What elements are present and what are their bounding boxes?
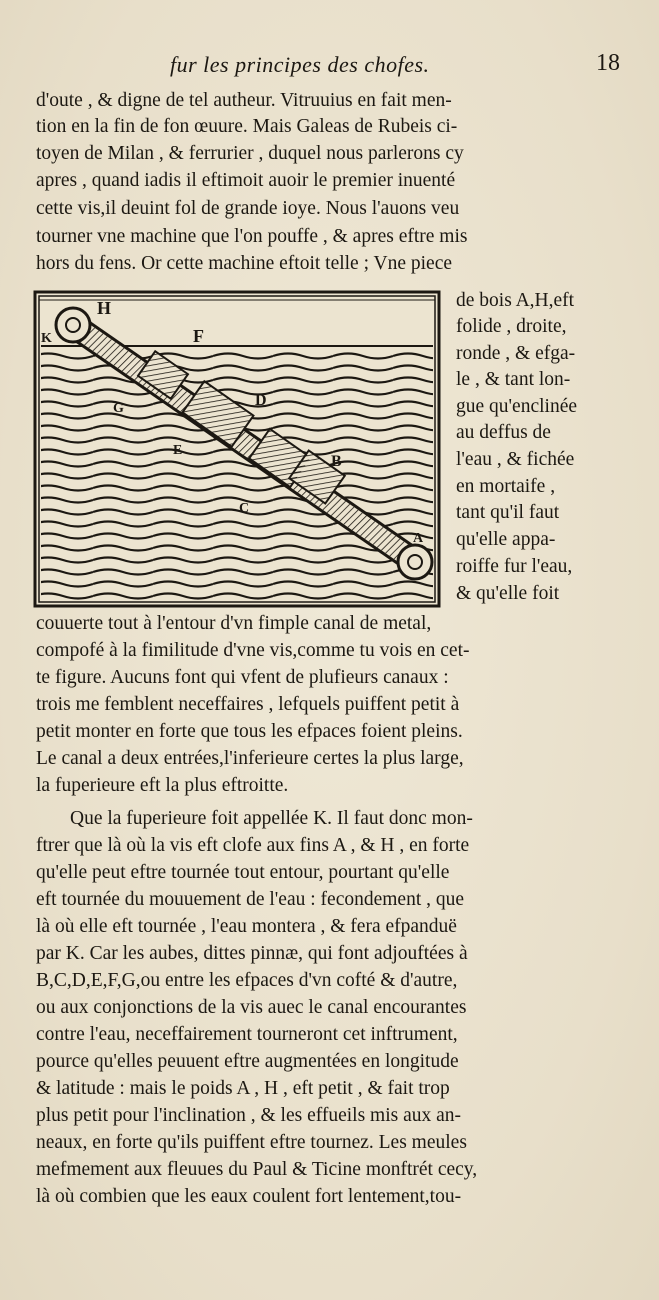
text-line: tourner vne machine que l'on pouffe , & apres eftre mis	[36, 226, 468, 247]
text-line: contre l'eau, neceffairement tourneront cet inftrument,	[36, 1024, 458, 1045]
label-a: A	[413, 531, 424, 546]
label-h: H	[97, 298, 112, 318]
text-line: ronde , & efga-	[456, 343, 576, 364]
text-line: apres , quand iadis il eftimoit auoir le premier inuenté	[36, 170, 456, 191]
page-number: 18	[596, 50, 620, 76]
text-line: eft tournée du mouuement de l'eau : fecondement , que	[36, 889, 465, 910]
text-line: neaux, en forte qu'ils puiffent eftre tournez. Les meules	[36, 1132, 467, 1153]
text-line: mefmement aux fleuues du Paul & Ticine monftrét cecy,	[36, 1159, 478, 1180]
text-line: tant qu'il faut	[456, 502, 560, 523]
text-line: & qu'elle foit	[456, 583, 560, 604]
text-line: la fuperieure eft la plus eftroitte.	[36, 775, 289, 796]
text-line: pource qu'elles peuuent eftre augmentées en longitude	[36, 1051, 459, 1072]
text-line: d'oute , & digne de tel autheur. Vitruuius en fait men-	[36, 90, 452, 111]
text-line: en mortaife ,	[456, 476, 556, 497]
text-line: couuerte tout à l'entour d'vn fimple canal de metal,	[36, 613, 432, 634]
text-line: là où combien que les eaux coulent fort lentement,tou-	[36, 1186, 462, 1207]
text-line: trois me femblent neceffaires , lefquels puiffent petit à	[36, 694, 460, 715]
text-line: folide , droite,	[456, 316, 567, 337]
text-line: compofé à la fimilitude d'vne vis,comme tu vois en cet-	[36, 640, 470, 661]
label-g: G	[113, 401, 124, 416]
text-line: Le canal a deux entrées,l'inferieure certes la plus large,	[36, 748, 464, 769]
label-e: E	[173, 443, 183, 458]
text-line: là où elle eft tournée , l'eau montera , & fera efpanduë	[36, 916, 457, 937]
text-line: ou aux conjonctions de la vis auec le canal encourantes	[36, 997, 467, 1018]
text-line: cette vis,il deuint fol de grande ioye. Nous l'auons veu	[36, 198, 460, 219]
text-line: hors du fens. Or cette machine eftoit telle ; Vne piece	[36, 253, 453, 274]
text-line: petit monter en forte que tous les efpaces foient pleins.	[36, 721, 463, 742]
text-line: tion en la fin de fon œuure. Mais Galeas de Rubeis ci-	[36, 116, 458, 137]
text-line: te figure. Aucuns font qui vfent de plufieurs canaux :	[36, 667, 449, 688]
text-line: & latitude : mais le poids A , H , eft petit , & fait trop	[36, 1078, 450, 1099]
label-b: B	[331, 453, 342, 470]
text-line: qu'elle appa-	[456, 529, 556, 550]
label-k: K	[41, 331, 52, 346]
text-line: par K. Car les aubes, dittes pinnæ, qui font adjouftées à	[36, 943, 468, 964]
label-d: D	[255, 392, 267, 409]
label-c: C	[239, 501, 250, 516]
running-title: fur les principes des chofes.	[170, 52, 430, 77]
text-line: plus petit pour l'inclination , & les effueils mis aux an-	[36, 1105, 462, 1126]
text-line: l'eau , & fichée	[456, 449, 575, 470]
text-line: roiffe fur l'eau,	[456, 556, 573, 577]
text-line: Que la fuperieure foit appellée K. Il faut donc mon-	[70, 808, 473, 829]
text-line: de bois A,H,eft	[456, 290, 575, 311]
text-line: gue qu'enclinée	[456, 396, 577, 417]
text-line: toyen de Milan , & ferrurier , duquel nous parlerons cy	[36, 143, 464, 164]
label-f: F	[193, 326, 204, 346]
text-line: qu'elle peut eftre tournée tout entour, pourtant qu'elle	[36, 862, 450, 883]
woodcut-illustration	[33, 290, 443, 610]
page-header	[0, 44, 659, 84]
text-line: le , & tant lon-	[456, 369, 571, 390]
text-line: B,C,D,E,F,G,ou entre les efpaces d'vn cofté & d'autre,	[36, 970, 458, 991]
text-line: au deffus de	[456, 422, 551, 443]
text-line: ftrer que là où la vis eft clofe aux fins A , & H , en forte	[36, 835, 470, 856]
